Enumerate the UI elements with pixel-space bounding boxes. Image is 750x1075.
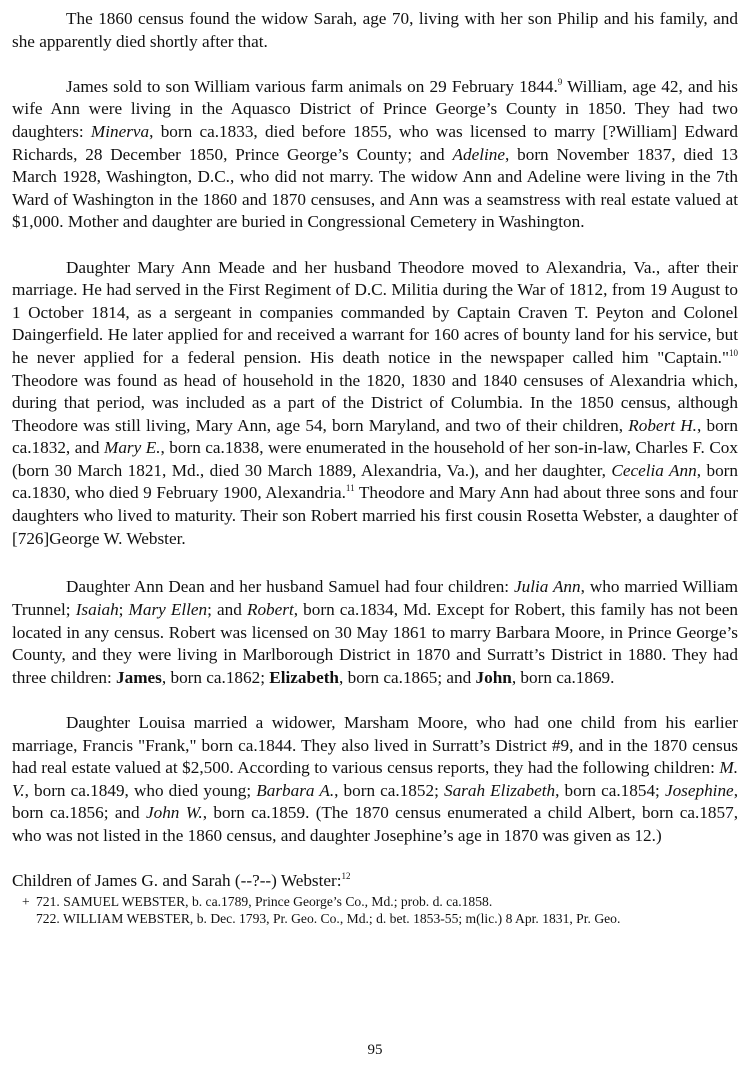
text-run: , born ca.1849, who died young;	[24, 780, 257, 800]
text-run: , born ca.1869.	[511, 667, 615, 687]
children-heading	[12, 870, 738, 893]
child-entry-text: 722. WILLIAM WEBSTER, b. Dec. 1793, Pr. Geo. Co., Md.; d. bet. 1853-55; m(lic.) 8 Apr. 1831, Pr. Geo.	[36, 910, 621, 926]
child-entry-text: 721. SAMUEL WEBSTER, b. ca.1789, Prince George’s Co., Md.; prob. d. ca.1858.	[36, 893, 493, 909]
paragraph	[12, 76, 738, 234]
text-run: Daughter Louisa married a widower, Marsham Moore, who had one child from his earlier marriage, Francis "Frank," born ca.1844. They also lived in Surratt’s District #9, and in the 1870 census had real estate valued at $2,500. According to various census reports, they had the following children:	[12, 713, 738, 778]
italic-name: Cecelia Ann	[611, 460, 697, 480]
text-run: Daughter Mary Ann Meade and her husband Theodore moved to Alexandria, Va., after their marriage. He had served in the First Regiment of D.C. Militia during the War of 1812, from 19 August to 1 October 1814, as a sergeant in companies commanded by Captain Craven T. Peyton and Colonel Daingerfield. He later applied for and received a warrant for 160 acres of bounty land for his service, but he never applied for a federal pension. His death notice in the newspaper called him "Captain."	[12, 257, 738, 367]
text-run: Daughter Ann Dean and her husband Samuel had four children:	[66, 577, 514, 597]
text-run: The 1860 census found the widow Sarah, age 70, living with her son Philip and his family, and she apparently died shortly after that.	[12, 9, 738, 51]
text-run: , born ca.1852;	[334, 780, 444, 800]
footnote-ref: 12	[341, 871, 351, 882]
paragraph	[12, 712, 738, 848]
italic-name: Mary Ellen	[128, 600, 208, 620]
text-run: , who married William Trunnel;	[12, 577, 738, 620]
text-run: ; and	[207, 600, 247, 620]
footnote-ref: 10	[729, 347, 738, 358]
italic-name: Robert H.	[628, 415, 697, 435]
footnote-ref: 11	[345, 483, 355, 494]
paragraph	[12, 257, 738, 551]
italic-name: M. V.	[12, 758, 738, 800]
footnote-ref: 9	[557, 76, 563, 87]
text-run: Theodore was found as head of household in the 1820, 1830 and 1840 censuses of Alexandria which, during that period, was included as a part of the District of Columbia. In the 1850 census, although Theodore was still living, Mary Ann, age 54, born Maryland, and two of their children,	[12, 370, 738, 435]
text-run: , born ca.1832, and	[12, 415, 738, 458]
text-run: , born ca.1865; and	[339, 667, 476, 687]
italic-name: Julia Ann	[513, 577, 581, 597]
child-entry	[12, 893, 738, 910]
italic-name: Mary E.	[104, 438, 161, 458]
text-run: , born November 1837, died 13 March 1928, Washington, D.C., who did not marry. The widow Ann and Adeline were living in the 7th Ward of Washington in the 1860 and 1870 censuses, and Ann was a seamstress with real estate valued at $1,000. Mother and daughter are buried in Congressional Cemetery in Washington.	[12, 144, 739, 232]
bold-name: James	[116, 667, 162, 687]
text-run: , born ca.1830, who died 9 February 1900, Alexandria.	[12, 460, 738, 503]
italic-name: Sarah Elizabeth	[443, 780, 556, 800]
italic-name: Josephine	[664, 780, 734, 800]
italic-name: John W.	[145, 803, 203, 823]
italic-name: Robert	[246, 600, 294, 620]
children-list	[12, 893, 738, 927]
text-run: James sold to son William various farm animals on 29 February 1844.	[66, 76, 558, 96]
text-run: ;	[118, 600, 129, 620]
document-page	[12, 8, 738, 927]
text-run: William, age 42, and his wife Ann were living in the Aquasco District of Prince George’s County in 1850. They had two daughters:	[12, 76, 738, 141]
paragraph	[12, 8, 738, 53]
text-run: , born ca.1859. (The 1870 census enumerated a child Albert, born ca.1857, who was not listed in the 1860 census, and daughter Josephine’s age in 1870 was given as 12.)	[12, 803, 738, 845]
italic-name: Isaiah	[75, 600, 119, 620]
bold-name: Elizabeth	[269, 667, 339, 687]
bold-name: John	[475, 667, 512, 687]
text-run: Theodore and Mary Ann had about three sons and four daughters who lived to maturity. Their son Robert married his first cousin Rosetta Webster, a daughter of [726]George W. Webster.	[12, 483, 739, 548]
italic-name: Minerva	[90, 121, 150, 141]
text-run: , born ca.1834, Md. Except for Robert, this family has not been located in any census. Robert was licensed on 30 May 1861 to marry Barbara Moore, in Prince George’s County, and they were living in Marlborough District in 1870 and Surratt’s District in 1880. They had three children:	[12, 600, 738, 687]
italic-name: Adeline	[452, 144, 505, 164]
text-run: , born ca.1833, died before 1855, who was licensed to marry [?William] Edward Richards, 28 December 1850, Prince George’s County; and	[12, 121, 738, 164]
text-run: , born ca.1862;	[161, 667, 270, 687]
child-entry	[12, 910, 738, 927]
children-heading-text: Children of James G. and Sarah (--?--) Webster:	[12, 871, 342, 891]
page-number: 95	[367, 1042, 383, 1058]
text-run: , born ca.1838, were enumerated in the household of her son-in-law, Charles F. Cox (born 30 March 1821, Md., died 30 March 1889, Alexandria, Va.), and her daughter,	[12, 438, 738, 480]
has-descendants-marker: +	[22, 893, 30, 909]
text-run: , born ca.1856; and	[12, 780, 738, 823]
paragraph	[12, 576, 738, 689]
text-run: , born ca.1854;	[555, 780, 665, 800]
italic-name: Barbara A.	[256, 780, 335, 800]
